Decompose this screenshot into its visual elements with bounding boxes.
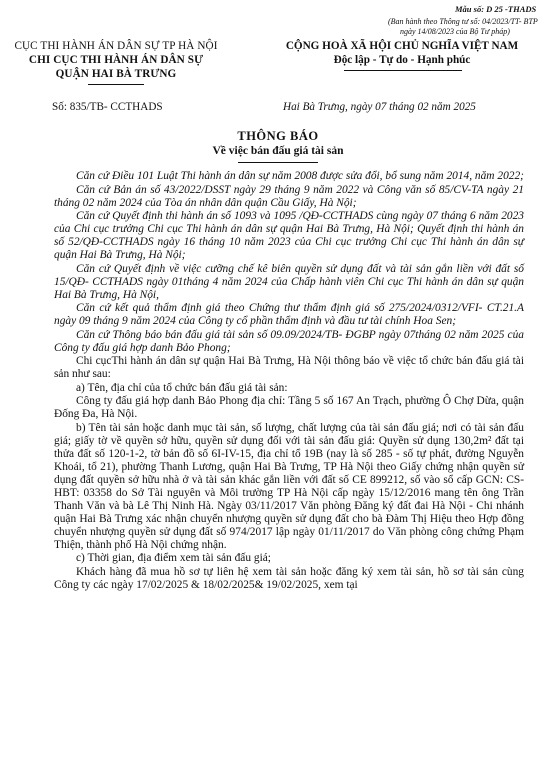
basis-paragraph: Căn cứ Quyết định về việc cưỡng chế kê biên quyền sử dụng đất và tài sản gắn liền với đất số 15/QĐ- CCTHADS ngày 01tháng 4 năm 2024 của Chấp hành viên Chi cục Thi hành án dân sự quận Hai Bà Trưng, Hà Nội, <box>54 262 524 301</box>
basis-paragraph: Căn cứ Bản án số 43/2022/DSST ngày 29 tháng 9 năm 2022 và Công văn số 85/CV-TA ngày 21 tháng 02 năm 2024 của Tòa án nhân dân quận Cầu Giấy, Hà Nội; <box>54 183 524 209</box>
form-note-line1: (Ban hành theo Thông tư số: 04/2023/TT- BTP <box>388 17 538 26</box>
agency-underline <box>88 84 144 85</box>
section-a-heading: a) Tên, địa chỉ của tổ chức bán đấu giá tài sản: <box>76 381 288 394</box>
basis-paragraph: Căn cứ Thông báo bán đấu giá tài sản số 09.09/2024/TB- ĐGBP ngày 07tháng 02 năm 2025 của Công ty đấu giá hợp danh Bảo Phong; <box>54 328 524 354</box>
form-note-line2: ngày 14/08/2023 của Bộ Tư pháp) <box>400 27 510 36</box>
agency-parent: CỤC THI HÀNH ÁN DÂN SỰ TP HÀ NỘI <box>14 40 218 52</box>
basis-paragraph: Căn cứ Quyết định thi hành án số 1093 và 1095 /QĐ-CCTHADS cùng ngày 07 tháng 6 năm 2023 của Chi cục trưởng Chi cục Thi hành án dân sự quận Hai Bà Trưng, Hà Nội; Quyết định thi hành án số 52/QĐ-CCTHADS ngày 16 tháng 10 năm 2023 của Chi cục trưởng Chi cục Thi hành án dân sự quận Hai Bà Trưng, Hà Nội; <box>54 210 524 261</box>
section-c-content: Khách hàng đã mua hồ sơ tự liên hệ xem tài sản hoặc đăng ký xem tài sản, hồ sơ tài sản cùng Công ty các ngày 17/02/2025 & 18/02/2025& 19/02/2025, xem tại <box>54 565 524 591</box>
section-c-heading: c) Thời gian, địa điểm xem tài sản đấu giá; <box>76 552 271 564</box>
document-subtitle: Về việc bán đấu giá tài sản <box>212 145 344 157</box>
basis-paragraph: Căn cứ kết quả thẩm định giá theo Chứng thư thẩm định giá số 275/2024/0312/VFI- CT.21.A ngày 09 tháng 9 năm 2024 của Công ty cổ phần thẩm định và đầu tư tài chính Hoa Sen; <box>54 302 524 327</box>
document-number: Số: 835/TB- CCTHADS <box>52 101 163 113</box>
section-b-content: b) Tên tài sản hoặc danh mục tài sản, số lượng, chất lượng của tài sản đấu giá; nơi có tài sản đấu giá; giấy tờ về quyền sở hữu, quyền sử dụng đối với tài sản đấu giá: Quyền sử dụng 130,2m² đất tại thửa đất số 120-1-2, tờ bản đồ số 6I-IV-15, địa chỉ tổ 19B (nay là số 285 - số tự phát, đường Nguyễn Khoái, tổ 21), phường Thanh Lương, quận Hai Bà Trưng, TP Hà Nội theo Giấy chứng nhận quyền sử dụng đất quyền sở hữu nhà ở và tài sản khác gắn liền với đất số CE 899212, số vào sổ cấp GCN: CS-HBT: 03358 do Sở Tài nguyên và Môi trường TP Hà Nội cấp ngày 15/12/2016 mang tên ông Trần Thanh Văn và bà Lê Thị Ninh Hà. Ngày 03/11/2017 Văn phòng Đăng ký đất đai Hà Nội - Chi nhánh quận Hai Bà Trưng xác nhận chuyển nhượng quyền sử dụng đất cho bà Đàm Thị Hiệu theo Hợp đồng chuyển nhượng quyền sử dụng đất số 974/2017 lập ngày 01/11/2017 do Văn phòng công chứng Phạm Thiện, thành phố Hà Nội chứng nhận. <box>54 421 524 551</box>
motto-underline <box>344 70 462 71</box>
agency-name-line2: QUẬN HAI BÀ TRƯNG <box>55 68 177 80</box>
national-motto: Độc lập - Tự do - Hạnh phúc <box>333 54 471 66</box>
title-underline <box>238 162 318 163</box>
agency-name-line1: CHI CỤC THI HÀNH ÁN DÂN SỰ <box>28 54 204 66</box>
basis-paragraph: Căn cứ Điều 101 Luật Thi hành án dân sự năm 2008 được sửa đổi, bổ sung năm 2014, năm 2022; <box>76 170 524 182</box>
place-date: Hai Bà Trưng, ngày 07 tháng 02 năm 2025 <box>283 101 476 113</box>
form-code: Mẫu số: D 25 -THADS <box>455 4 537 14</box>
document-title: THÔNG BÁO <box>237 129 319 143</box>
document-body <box>54 170 524 592</box>
announcement-intro: Chi cụcThi hành án dân sự quận Hai Bà Trưng, Hà Nội thông báo về việc tổ chức bán đấu giá tài sản như sau: <box>54 355 524 380</box>
section-a-content: Công ty đấu giá hợp danh Bảo Phong địa chỉ: Tầng 5 số 167 An Trạch, phường Ô Chợ Dừa, quận Đống Đa, Hà Nội. <box>54 395 524 420</box>
national-title: CỘNG HOÀ XÃ HỘI CHỦ NGHĨA VIỆT NAM <box>285 40 519 52</box>
